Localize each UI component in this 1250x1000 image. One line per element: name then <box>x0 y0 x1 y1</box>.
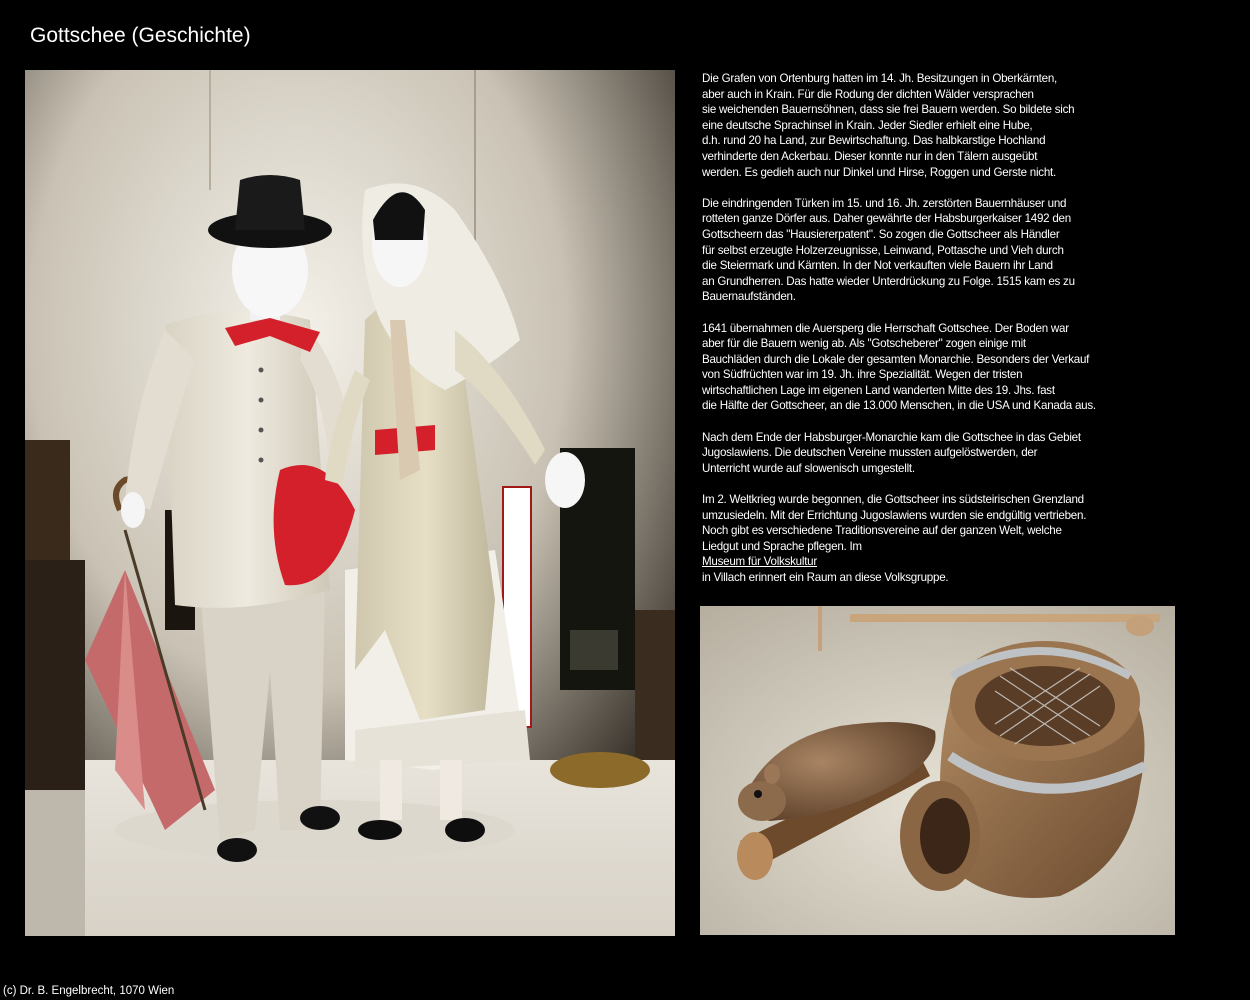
text-line: an Grundherren. Das hatte wieder Unterdrückung zu Folge. 1515 kam es zu <box>702 274 1075 288</box>
copyright-footer: (c) Dr. B. Engelbrecht, 1070 Wien <box>3 985 175 997</box>
text-line: aber auch in Krain. Für die Rodung der dichten Wälder versprachen <box>702 87 1034 101</box>
text-line: die Hälfte der Gottscheer, an die 13.000 Menschen, in die USA und Kanada aus. <box>702 399 1096 413</box>
paragraph-tuerken <box>702 196 1142 305</box>
text-line: verhinderte den Ackerbau. Dieser konnte nur in den Tälern ausgeübt <box>702 149 1038 163</box>
text-line: in Villach erinnert ein Raum an diese Volksgruppe. <box>702 571 949 584</box>
text-line: Noch gibt es verschiedene Traditionsvereine auf der ganzen Welt, welche <box>702 524 1062 538</box>
dormouse-trap-photo <box>700 606 1175 935</box>
text-line: werden. Es gedieh auch nur Dinkel und Hirse, Roggen und Gerste nicht. <box>702 165 1056 179</box>
paragraph-weltkrieg <box>702 492 1142 586</box>
paragraph-auersperg <box>702 321 1142 415</box>
text-line: Gottscheern das "Hausiererpatent". So zogen die Gottscheer als Händler <box>702 227 1060 241</box>
text-line: Bauchläden durch die Lokale der gesamten Monarchie. Besonders der Verkauf <box>702 352 1090 366</box>
text-line: Jugoslawiens. Die deutschen Vereine mussten aufgelöstwerden, der <box>702 446 1038 460</box>
text-line: Bauernaufständen. <box>702 290 796 304</box>
text-line: eine deutsche Sprachinsel in Krain. Jeder Siedler erhielt eine Hube, <box>702 118 1033 132</box>
paragraph-ortenburg <box>702 71 1142 180</box>
text-line: Nach dem Ende der Habsburger-Monarchie kam die Gottschee in das Gebiet <box>702 430 1081 444</box>
text-line: rotteten ganze Dörfer aus. Daher gewährte der Habsburgerkaiser 1492 den <box>702 212 1071 226</box>
text-line: wirtschaftlichen Lage im eigenen Land wanderten Mitte des 19. Jhs. fast <box>702 383 1055 397</box>
page-title: Gottschee (Geschichte) <box>30 24 251 47</box>
paragraph-jugoslawien <box>702 430 1142 477</box>
text-line: sie weichenden Bauernsöhnen, dass sie frei Bauern werden. So bildete sich <box>702 103 1075 117</box>
text-line: für selbst erzeugte Holzerzeugnisse, Leinwand, Pottasche und Vieh durch <box>702 243 1064 257</box>
text-line: Die eindringenden Türken im 15. und 16. Jh. zerstörten Bauernhäuser und <box>702 196 1067 210</box>
text-line: Unterricht wurde auf slowenisch umgestellt. <box>702 461 915 475</box>
text-line: Im 2. Weltkrieg wurde begonnen, die Gottscheer ins südsteirischen Grenzland <box>702 493 1084 507</box>
text-line: 1641 übernahmen die Auersperg die Herrschaft Gottschee. Der Boden war <box>702 321 1069 335</box>
costume-mannequins-photo <box>25 70 675 936</box>
text-line: Die Grafen von Ortenburg hatten im 14. Jh. Besitzungen in Oberkärnten, <box>702 72 1057 85</box>
text-line: von Südfrüchten war im 19. Jh. ihre Spezialität. Wegen der tristen <box>702 368 1023 382</box>
text-line: aber für die Bauern wenig ab. Als "Gotscheberer" zogen einige mit <box>702 337 1026 351</box>
text-line: die Steiermark und Kärnten. In der Not verkauften viele Bauern ihr Land <box>702 259 1053 273</box>
text-line: d.h. rund 20 ha Land, zur Bewirtschaftung. Das halbkarstige Hochland <box>702 134 1046 148</box>
article-text <box>702 71 1142 586</box>
text-line: Liedgut und Sprache pflegen. Im <box>702 539 862 553</box>
text-line: umzusiedeln. Mit der Errichtung Jugoslawiens wurden sie endgültig vertrieben. <box>702 508 1087 522</box>
museum-fuer-volkskultur-link[interactable]: Museum für Volkskultur <box>702 555 817 569</box>
